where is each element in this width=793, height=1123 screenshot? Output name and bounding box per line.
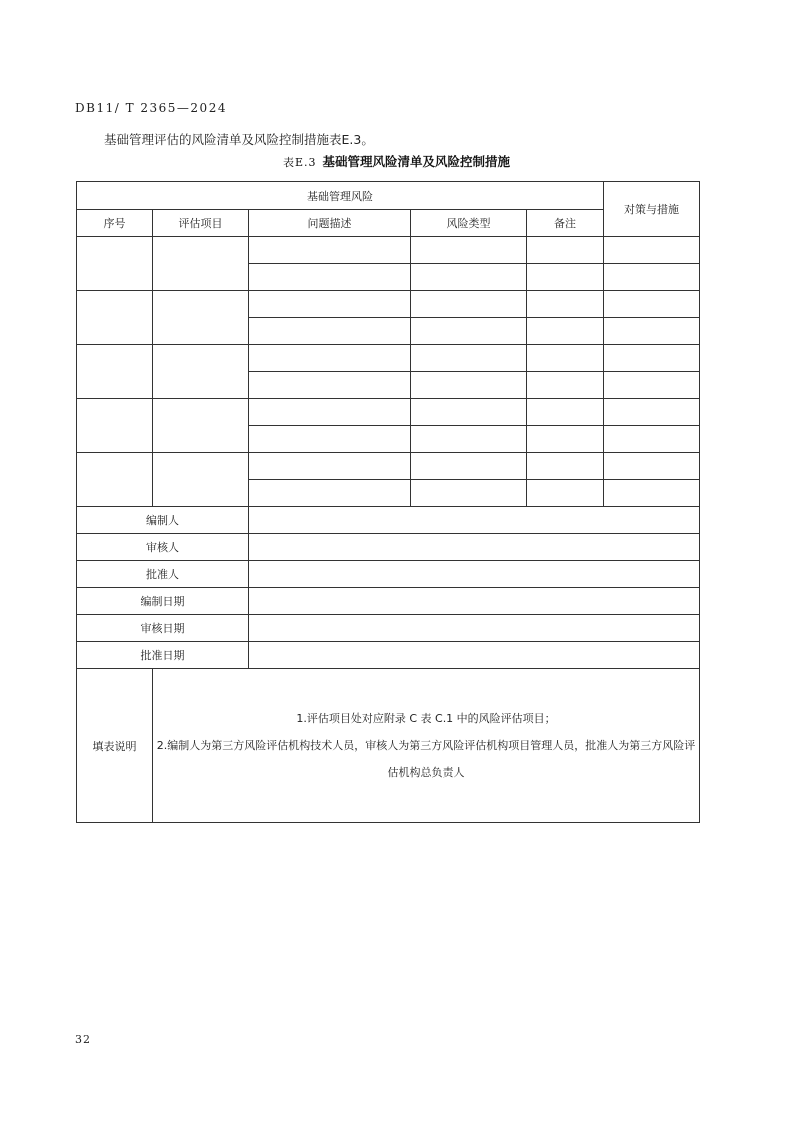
risk-type-cell[interactable] (411, 399, 527, 426)
table-row (77, 237, 700, 264)
item-cell[interactable] (153, 345, 249, 399)
remark-cell[interactable] (527, 237, 604, 264)
problem-cell[interactable] (249, 264, 411, 291)
problem-cell[interactable] (249, 318, 411, 345)
review-date-value[interactable] (249, 615, 700, 642)
measure-cell[interactable] (604, 345, 700, 372)
risk-type-cell[interactable] (411, 480, 527, 507)
review-date-row (77, 615, 700, 642)
problem-cell[interactable] (249, 372, 411, 399)
column-header-item: 评估项目 (153, 210, 249, 237)
risk-type-cell[interactable] (411, 372, 527, 399)
measure-cell[interactable] (604, 318, 700, 345)
seq-cell[interactable] (77, 291, 153, 345)
problem-cell[interactable] (249, 480, 411, 507)
compiler-label: 编制人 (77, 507, 249, 534)
problem-cell[interactable] (249, 399, 411, 426)
notes-content (153, 669, 700, 823)
remark-cell[interactable] (527, 453, 604, 480)
risk-table (76, 181, 700, 823)
table-row (77, 453, 700, 480)
reviewer-label: 审核人 (77, 534, 249, 561)
note-line-2: 2.编制人为第三方风险评估机构技术人员，审核人为第三方风险评估机构项目管理人员，批准人为第三方风险评估机构总负责人 (156, 739, 696, 779)
approver-value[interactable] (249, 561, 700, 588)
compile-date-label: 编制日期 (77, 588, 249, 615)
seq-cell[interactable] (77, 399, 153, 453)
table-row (77, 399, 700, 426)
measure-cell[interactable] (604, 291, 700, 318)
column-header-problem: 问题描述 (249, 210, 411, 237)
problem-cell[interactable] (249, 345, 411, 372)
risk-type-cell[interactable] (411, 426, 527, 453)
remark-cell[interactable] (527, 399, 604, 426)
reviewer-row (77, 534, 700, 561)
item-cell[interactable] (153, 453, 249, 507)
compiler-row (77, 507, 700, 534)
risk-type-cell[interactable] (411, 318, 527, 345)
remark-cell[interactable] (527, 345, 604, 372)
table-row (77, 345, 700, 372)
approver-label: 批准人 (77, 561, 249, 588)
measure-cell[interactable] (604, 372, 700, 399)
measure-cell[interactable] (604, 399, 700, 426)
standard-code: DB11/ T 2365—2024 (75, 101, 227, 115)
problem-cell[interactable] (249, 291, 411, 318)
approve-date-label: 批准日期 (77, 642, 249, 669)
table-row (77, 291, 700, 318)
risk-type-cell[interactable] (411, 291, 527, 318)
measures-header: 对策与措施 (604, 182, 700, 237)
compile-date-row (77, 588, 700, 615)
seq-cell[interactable] (77, 237, 153, 291)
table-number: 表E.3 (282, 156, 317, 169)
risk-type-cell[interactable] (411, 264, 527, 291)
problem-cell[interactable] (249, 453, 411, 480)
approve-date-value[interactable] (249, 642, 700, 669)
remark-cell[interactable] (527, 480, 604, 507)
column-header-risk-type: 风险类型 (411, 210, 527, 237)
item-cell[interactable] (153, 399, 249, 453)
remark-cell[interactable] (527, 318, 604, 345)
column-header-seq: 序号 (77, 210, 153, 237)
item-cell[interactable] (153, 291, 249, 345)
problem-cell[interactable] (249, 426, 411, 453)
table-title-text: 基础管理风险清单及风险控制措施 (322, 154, 511, 169)
notes-label: 填表说明 (77, 669, 153, 823)
measure-cell[interactable] (604, 426, 700, 453)
remark-cell[interactable] (527, 264, 604, 291)
measure-cell[interactable] (604, 264, 700, 291)
table-title (0, 152, 793, 170)
page-number: 32 (75, 1033, 91, 1046)
seq-cell[interactable] (77, 453, 153, 507)
risk-type-cell[interactable] (411, 237, 527, 264)
item-cell[interactable] (153, 237, 249, 291)
measure-cell[interactable] (604, 453, 700, 480)
remark-cell[interactable] (527, 426, 604, 453)
risk-type-cell[interactable] (411, 453, 527, 480)
risk-type-cell[interactable] (411, 345, 527, 372)
intro-text: 基础管理评估的风险清单及风险控制措施表E.3。 (104, 132, 374, 147)
remark-cell[interactable] (527, 372, 604, 399)
approver-row (77, 561, 700, 588)
reviewer-value[interactable] (249, 534, 700, 561)
note-line-1: 1.评估项目处对应附录 C 表 C.1 中的风险评估项目； (296, 712, 556, 725)
review-date-label: 审核日期 (77, 615, 249, 642)
seq-cell[interactable] (77, 345, 153, 399)
compiler-value[interactable] (249, 507, 700, 534)
measure-cell[interactable] (604, 480, 700, 507)
problem-cell[interactable] (249, 237, 411, 264)
notes-row (77, 669, 700, 823)
column-header-remark: 备注 (527, 210, 604, 237)
measure-cell[interactable] (604, 237, 700, 264)
remark-cell[interactable] (527, 291, 604, 318)
compile-date-value[interactable] (249, 588, 700, 615)
group-header: 基础管理风险 (77, 182, 604, 210)
approve-date-row (77, 642, 700, 669)
